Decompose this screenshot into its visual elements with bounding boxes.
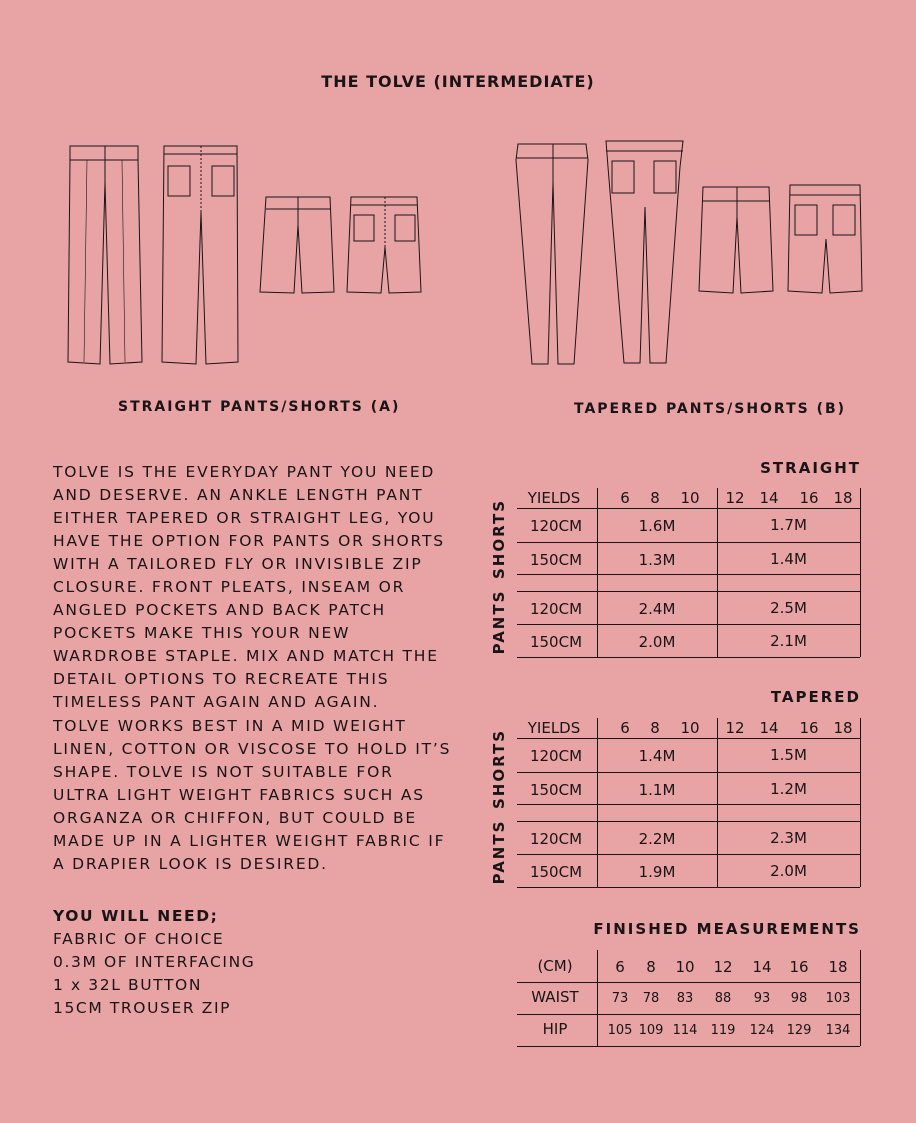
yield-small: 2.2M xyxy=(638,830,676,848)
group-label-pants: PANTS xyxy=(490,819,508,885)
table-rule xyxy=(517,772,860,773)
header-size: 10 xyxy=(675,958,695,976)
header-size: 14 xyxy=(752,958,772,976)
group-label-pants: PANTS xyxy=(490,589,508,655)
yield-small: 1.6M xyxy=(638,517,676,535)
measurements-title: FINISHED MEASUREMENTS xyxy=(593,920,861,938)
row-width: 150CM xyxy=(529,633,583,651)
you-will-need-heading: YOU WILL NEED; xyxy=(53,907,219,925)
measure-value: 73 xyxy=(611,991,629,1006)
header-size: 10 xyxy=(680,489,700,507)
table-rule xyxy=(517,574,860,575)
straight-pants-back-illustration xyxy=(158,142,243,372)
table-rule xyxy=(517,854,860,855)
table-rule xyxy=(517,1046,860,1047)
table-rule xyxy=(517,542,860,543)
tapered-yield-table xyxy=(490,718,860,888)
table-rule xyxy=(517,821,860,822)
row-width: 120CM xyxy=(529,517,583,535)
table-rule xyxy=(517,508,860,509)
measure-value: 134 xyxy=(825,1023,851,1038)
page-title: THE TOLVE (INTERMEDIATE) xyxy=(321,72,595,91)
description-paragraph-1: TOLVE IS THE EVERYDAY PANT YOU NEED AND DESERVE. AN ANKLE LENGTH PANT EITHER TAPERED OR STRAIGHT LEG, YOU HAVE THE OPTION FOR PANTS OR SHORTS WITH A TAILORED FLY OR INVISIBLE ZIP CLOSURE. FRONT PLEATS, INSEAM OR ANGLED POCKETS AND BACK PATCH POCKETS MAKE THIS YOUR NEW WARDROBE STAPLE. MIX AND MATCH THE DETAIL OPTIONS TO RECREATE THIS TIMELESS PANT AGAIN AND AGAIN. xyxy=(53,463,445,711)
header-unit: (CM) xyxy=(537,957,573,975)
measure-value: 98 xyxy=(790,991,808,1006)
measure-value: 103 xyxy=(825,991,851,1006)
header-yields: YIELDS xyxy=(527,489,581,507)
header-size: 6 xyxy=(620,719,630,737)
description-paragraph-2: TOLVE WORKS BEST IN A MID WEIGHT LINEN, COTTON OR VISCOSE TO HOLD IT’S SHAPE. TOLVE IS NOT SUITABLE FOR ULTRA LIGHT WEIGHT FABRICS SUCH AS ORGANZA OR CHIFFON, BUT COULD BE MADE UP IN A LIGHTER WEIGHT FABRIC IF A DRAPIER LOOK IS DESIRED. xyxy=(53,717,452,873)
yield-small: 1.3M xyxy=(638,551,676,569)
measure-value: 109 xyxy=(638,1023,664,1038)
straight-caption: STRAIGHT PANTS/SHORTS (A) xyxy=(118,399,401,415)
table-rule xyxy=(860,488,861,657)
yield-large: 2.0M xyxy=(770,862,807,880)
row-width: 150CM xyxy=(529,863,583,881)
tapered-caption: TAPERED PANTS/SHORTS (B) xyxy=(574,401,847,417)
header-size: 12 xyxy=(713,958,733,976)
measure-value: 93 xyxy=(753,991,771,1006)
measure-value: 88 xyxy=(714,991,732,1006)
measure-value: 124 xyxy=(749,1023,775,1038)
need-item: 1 x 32L BUTTON xyxy=(53,976,203,994)
measure-value: 83 xyxy=(676,991,694,1006)
table-rule xyxy=(860,718,861,887)
measure-value: 78 xyxy=(642,991,660,1006)
row-width: 150CM xyxy=(529,551,583,569)
straight-shorts-back-illustration xyxy=(345,195,425,295)
measurements-table xyxy=(517,950,860,1047)
table-rule xyxy=(597,950,598,1046)
table-rule xyxy=(517,624,860,625)
header-size: 16 xyxy=(799,489,819,507)
measure-value: 105 xyxy=(607,1023,633,1038)
straight-pants-front-illustration xyxy=(62,142,147,372)
table-rule xyxy=(517,982,860,983)
yield-small: 1.9M xyxy=(638,863,676,881)
header-size: 16 xyxy=(789,958,809,976)
header-size: 6 xyxy=(620,489,630,507)
row-width: 120CM xyxy=(529,830,583,848)
yield-small: 1.1M xyxy=(638,781,676,799)
table-rule xyxy=(517,591,860,592)
yield-large: 1.2M xyxy=(770,780,807,798)
header-size: 14 xyxy=(759,719,779,737)
straight-shorts-front-illustration xyxy=(258,195,338,295)
yield-large: 2.5M xyxy=(770,599,807,617)
header-size: 12 xyxy=(725,489,745,507)
tapered-table-title: TAPERED xyxy=(770,688,861,706)
row-width: 150CM xyxy=(529,781,583,799)
yield-large: 1.5M xyxy=(770,746,807,764)
table-rule xyxy=(860,950,861,1046)
measure-label: HIP xyxy=(542,1020,568,1038)
need-item: 0.3M OF INTERFACING xyxy=(53,953,256,971)
yield-large: 2.1M xyxy=(770,632,807,650)
header-size: 12 xyxy=(725,719,745,737)
yield-small: 1.4M xyxy=(638,747,676,765)
tapered-shorts-back-illustration xyxy=(786,183,866,295)
header-yields: YIELDS xyxy=(527,719,581,737)
yield-large: 2.3M xyxy=(770,829,807,847)
tapered-pants-front-illustration xyxy=(510,140,595,372)
straight-table-title: STRAIGHT xyxy=(760,459,861,477)
header-size: 8 xyxy=(650,719,660,737)
header-size: 6 xyxy=(615,958,625,976)
header-size: 10 xyxy=(680,719,700,737)
header-size: 18 xyxy=(833,489,853,507)
header-size: 8 xyxy=(650,489,660,507)
table-rule xyxy=(517,887,860,888)
group-label-shorts: SHORTS xyxy=(490,498,508,579)
table-rule xyxy=(517,738,860,739)
tapered-shorts-front-illustration xyxy=(697,185,777,295)
group-label-shorts: SHORTS xyxy=(490,728,508,809)
header-size: 14 xyxy=(759,489,779,507)
header-size: 18 xyxy=(833,719,853,737)
measure-value: 119 xyxy=(710,1023,736,1038)
measure-label: WAIST xyxy=(531,988,579,1006)
yield-large: 1.7M xyxy=(770,516,807,534)
yield-small: 2.0M xyxy=(638,633,676,651)
row-width: 120CM xyxy=(529,747,583,765)
header-size: 18 xyxy=(828,958,848,976)
yield-small: 2.4M xyxy=(638,600,676,618)
header-size: 16 xyxy=(799,719,819,737)
row-width: 120CM xyxy=(529,600,583,618)
table-rule xyxy=(517,804,860,805)
measure-value: 114 xyxy=(672,1023,698,1038)
table-rule xyxy=(597,718,598,887)
straight-yield-table xyxy=(490,488,860,658)
measure-value: 129 xyxy=(786,1023,812,1038)
header-size: 8 xyxy=(646,958,656,976)
table-rule xyxy=(517,1014,860,1015)
need-item: 15CM TROUSER ZIP xyxy=(53,999,232,1017)
table-rule xyxy=(597,488,598,657)
need-item: FABRIC OF CHOICE xyxy=(53,930,225,948)
yield-large: 1.4M xyxy=(770,550,807,568)
table-rule xyxy=(517,657,860,658)
tapered-pants-back-illustration xyxy=(602,137,687,372)
you-will-need xyxy=(53,905,255,1020)
